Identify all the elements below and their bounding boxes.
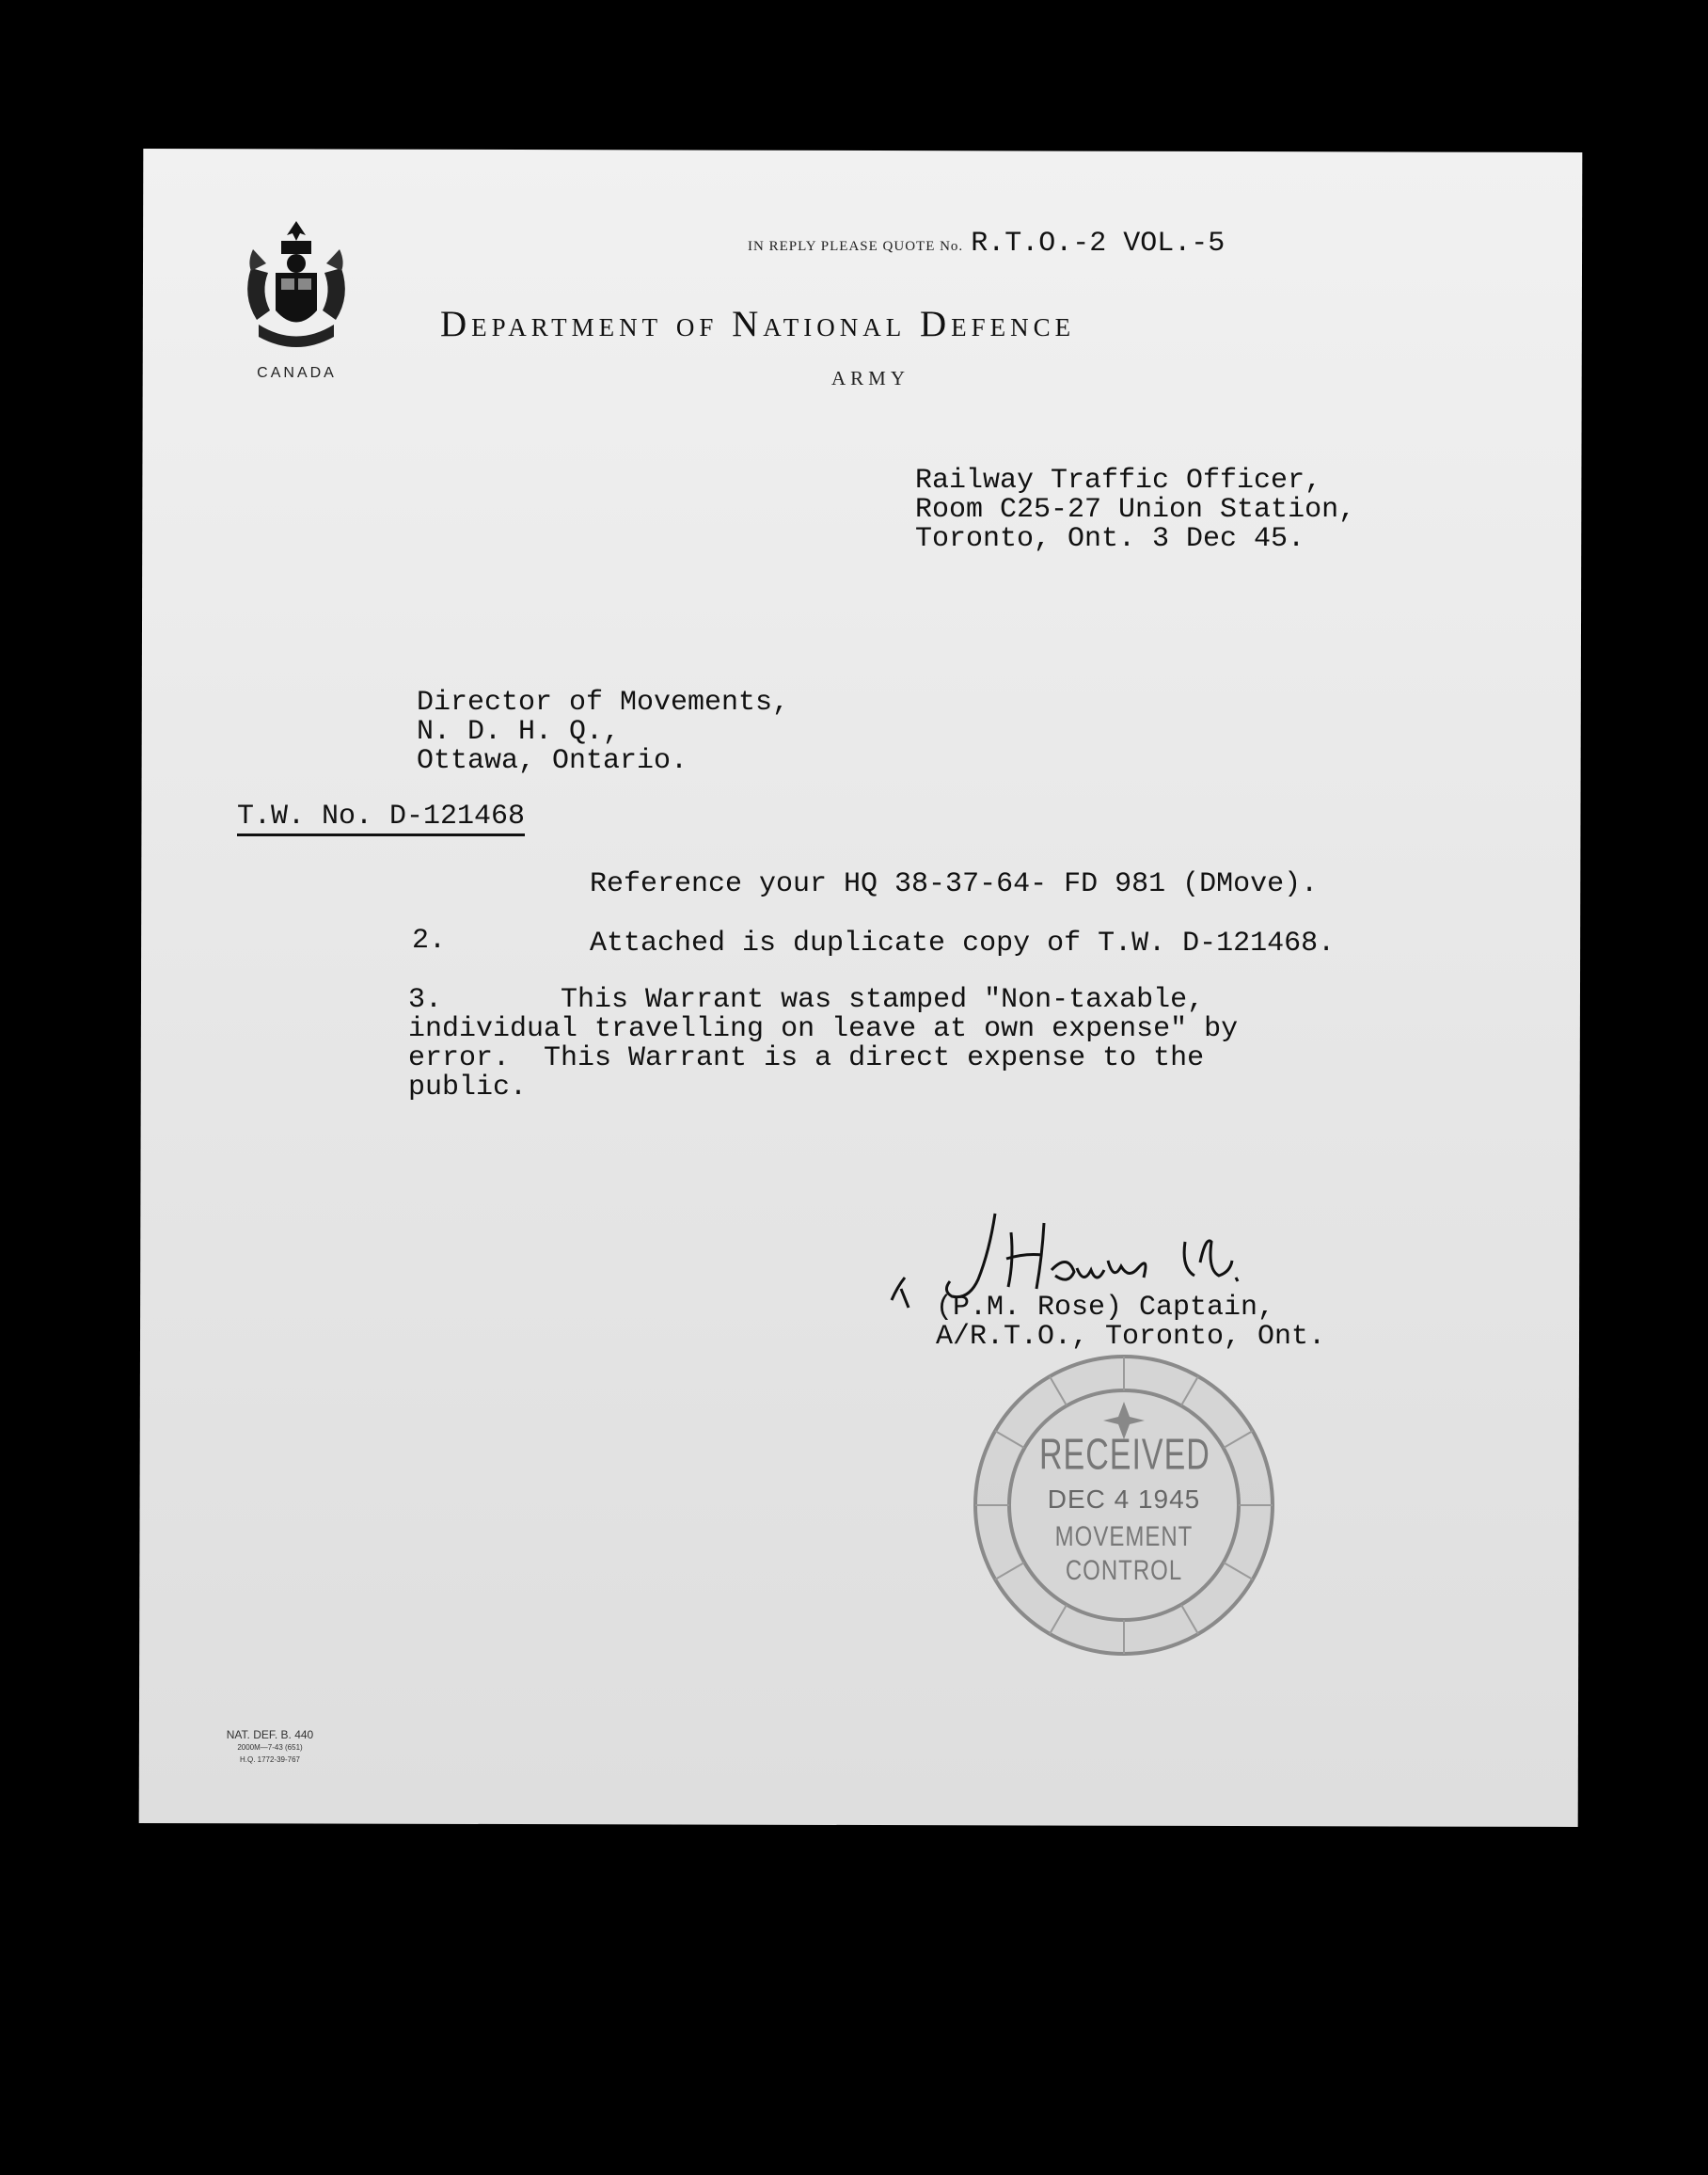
signature-block (936, 1294, 1325, 1352)
signer-name: (P.M. Rose) Captain, (936, 1292, 1275, 1324)
crest-label: CANADA (257, 365, 337, 381)
recipient-line: Director of Movements, (417, 687, 790, 719)
paragraph-3: 3. This Warrant was stamped "Non-taxable, individual travelling on leave at own expense" by error. This Warrant is a direct expense to the public. (408, 984, 1239, 1103)
reply-number: R.T.O.-2 VOL.-5 (971, 228, 1226, 260)
form-code-line: H.Q. 1772-39-767 (239, 1755, 301, 1764)
stamp-control: CONTROL (1065, 1554, 1183, 1587)
recipient-line: N. D. H. Q., (417, 716, 621, 748)
paragraph-2-number: 2. (412, 925, 447, 957)
reply-prefix: IN REPLY PLEASE QUOTE No. (748, 239, 964, 254)
paragraph-2: Attached is duplicate copy of T.W. D-121468. (590, 928, 1336, 960)
sender-line: Room C25-27 Union Station, (915, 494, 1356, 526)
sender-line: Railway Traffic Officer, (915, 465, 1322, 497)
form-code-line: 2000M—7-43 (651) (237, 1743, 303, 1752)
stamp-date: DEC 4 1945 (1047, 1484, 1201, 1514)
recipient-line: Ottawa, Ontario. (417, 745, 688, 777)
department-heading: Department of National Defence (440, 304, 1076, 344)
signer-title: A/R.T.O., Toronto, Ont. (936, 1321, 1326, 1353)
stamp-movement: MOVEMENT (1054, 1520, 1194, 1553)
sender-address (915, 467, 1355, 554)
branch-heading: ARMY (831, 367, 910, 389)
stamp-received: RECEIVED (1039, 1431, 1210, 1480)
subject-line: T.W. No. D-121468 (237, 802, 525, 836)
recipient-address (417, 689, 789, 776)
reply-reference (748, 228, 1225, 260)
canada-coat-of-arms-icon (240, 216, 353, 357)
form-code-line: NAT. DEF. B. 440 (226, 1728, 314, 1741)
paragraph-1: Reference your HQ 38-37-64- FD 981 (DMove). (590, 868, 1319, 900)
form-code (199, 1729, 340, 1766)
sender-line: Toronto, Ont. 3 Dec 45. (915, 523, 1305, 555)
